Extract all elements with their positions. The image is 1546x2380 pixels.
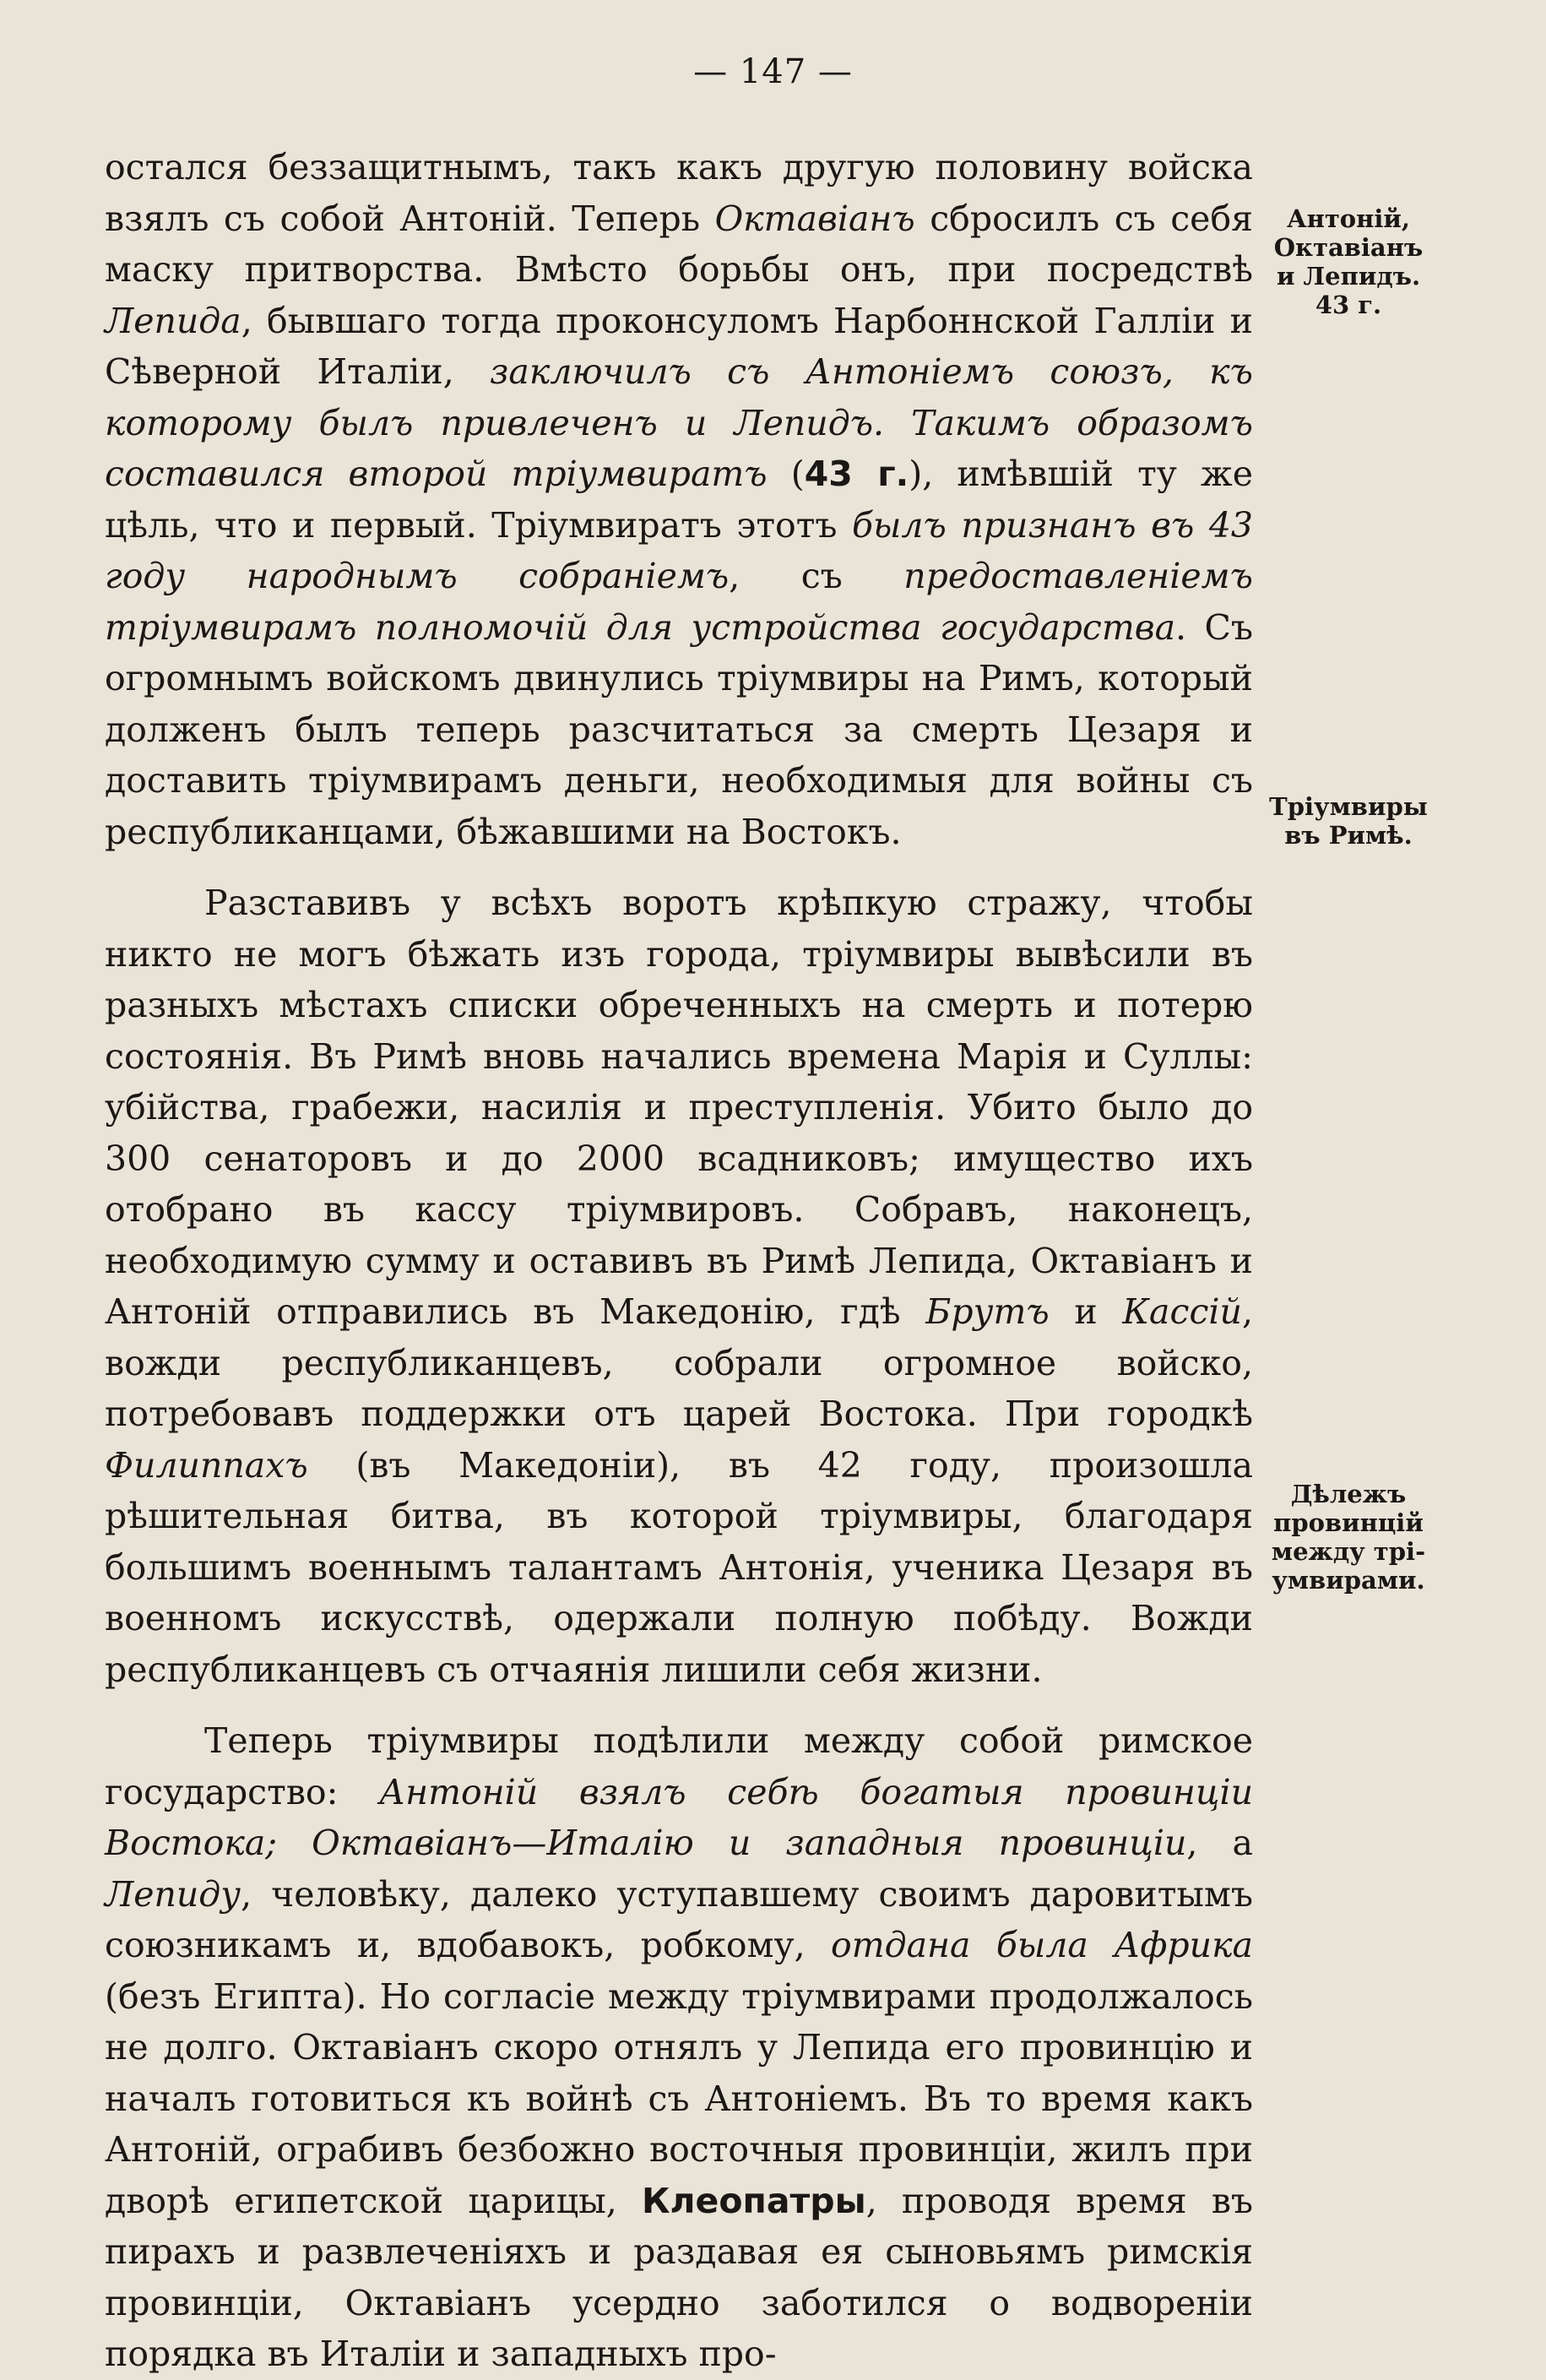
text-run: (безъ Египта). Но согласіе между тріумвирами продолжалось не долго. Октавіанъ скоро отнялъ у Лепида его провинцію и началъ готовиться къ войнѣ съ Антоніемъ. Въ то время какъ Антоній, ограбивъ безбожно восточныя провинціи, жилъ при дворѣ египетской царицы, (105, 1975, 1253, 2221)
margin-note-2 (1264, 792, 1433, 850)
bold-run: 43 г. (804, 454, 909, 494)
text-run: (въ Македоніи), въ 42 году, произошла рѣшительная битва, въ которой тріумвиры, благодаря большимъ военнымъ талантамъ Антонія, ученика Цезаря въ военномъ искусствѣ, одержали полную побѣду. Вожди республиканцевъ съ отчаянія лишили себя жизни. (105, 1444, 1253, 1690)
margin-note-line: между трі- (1271, 1537, 1426, 1566)
text-run: , проводя время въ пирахъ и развлеченіяхъ и раздавая ея сыновьямъ римскія провинціи, Октавіанъ усердно заботился о водвореніи порядка въ Италіи и западныхъ про- (105, 2180, 1254, 2374)
margin-note-3 (1264, 1480, 1433, 1595)
italic-run: Кассій (1122, 1291, 1242, 1332)
italic-run: отдана была Африка (831, 1925, 1254, 1965)
text-run: , съ (729, 556, 904, 596)
paragraph-3 (105, 1715, 1253, 2380)
margin-note-line: Тріумвиры (1269, 792, 1428, 821)
italic-run: Октавіанъ (714, 198, 915, 239)
text-run: Теперь тріумвиры подѣлили между собой римское государство: (105, 1720, 1253, 1812)
italic-run: былъ признанъ въ 43 году народнымъ собраніемъ (105, 504, 1253, 596)
text-run: сбросилъ съ себя маску притворства. Вмѣсто борьбы онъ, при посредствѣ (105, 198, 1253, 290)
text-run: , вожди республиканцевъ, собрали огромное войско, потребовавъ поддержки отъ царей Востока. При городкѣ (105, 1291, 1253, 1434)
margin-note-line: и Лепидъ. (1276, 262, 1421, 291)
italic-run: Антоній взялъ себѣ богатыя провинціи Востока; Октавіанъ—Италію и западныя провинціи (105, 1771, 1253, 1863)
italic-run: Лепиду (105, 1873, 241, 1915)
margin-note-line: 43 г. (1315, 291, 1382, 319)
margin-note-line: умвирами. (1272, 1566, 1425, 1595)
text-run: , человѣку, далеко уступавшему своимъ даровитымъ союзникамъ и, вдобавокъ, робкому, (105, 1873, 1253, 1965)
bold-run: Клеопатры (641, 2180, 866, 2221)
margin-note-line: въ Римѣ. (1284, 821, 1413, 850)
text-run: Разставивъ у всѣхъ воротъ крѣпкую стражу, чтобы никто не могъ бѣжать изъ города, тріумвиры вывѣсили въ разныхъ мѣстахъ списки обреченныхъ на смерть и потерю состоянія. Въ Римѣ вновь начались времена Марія и Суллы: убійства, грабежи, насилія и преступленія. Убито было до 300 сенаторовъ и до 2000 всадниковъ; имущество ихъ отобрано въ кассу тріумвировъ. Собравъ, наконецъ, необходимую сумму и оставивъ въ Римѣ Лепида, Октавіанъ и Антоній отправились въ Македонію, гдѣ (105, 883, 1253, 1332)
text-run: остался беззащитнымъ, такъ какъ другую половину войска взялъ съ собой Антоній. Теперь (105, 147, 1253, 239)
margin-note-1 (1264, 204, 1433, 319)
paragraph-2 (105, 878, 1253, 1695)
margin-note-line: Дѣлежъ (1290, 1480, 1407, 1508)
text-run: , бывшаго тогда проконсуломъ Нарбоннской Галліи и Сѣверной Италіи, (105, 300, 1253, 392)
margin-note-line: Антоній, (1286, 204, 1410, 233)
italic-run: Лепида (105, 300, 241, 341)
text-run: . Съ огромнымъ войскомъ двинулись тріумвиры на Римъ, который долженъ былъ теперь разсчитаться за смерть Цезаря и доставить тріумвирамъ деньги, необходимыя для войны съ республиканцами, бѣжавшими на Востокъ. (105, 606, 1253, 852)
italic-run: Филиппахъ (105, 1444, 308, 1486)
page-number: — 147 — (693, 52, 853, 91)
paragraph-1 (105, 142, 1253, 857)
text-run: ), имѣвшій ту же цѣль, что и первый. Тріумвиратъ этотъ (105, 454, 1254, 546)
text-run: и (1049, 1291, 1123, 1332)
margin-note-line: Октавіанъ (1273, 233, 1424, 262)
italic-run: заключилъ съ Антоніемъ союзъ, къ которому былъ привлеченъ и Лепидъ. Такимъ образомъ составился второй тріумвиратъ (105, 351, 1253, 494)
text-run: ( (767, 454, 805, 494)
italic-run: Брутъ (925, 1291, 1050, 1332)
margin-note-line: провинцій (1273, 1508, 1424, 1537)
body-text (105, 142, 1253, 2380)
italic-run: предоставленіемъ тріумвирамъ полномочій для устройства государства (105, 556, 1253, 648)
text-run: , а (1186, 1823, 1253, 1863)
